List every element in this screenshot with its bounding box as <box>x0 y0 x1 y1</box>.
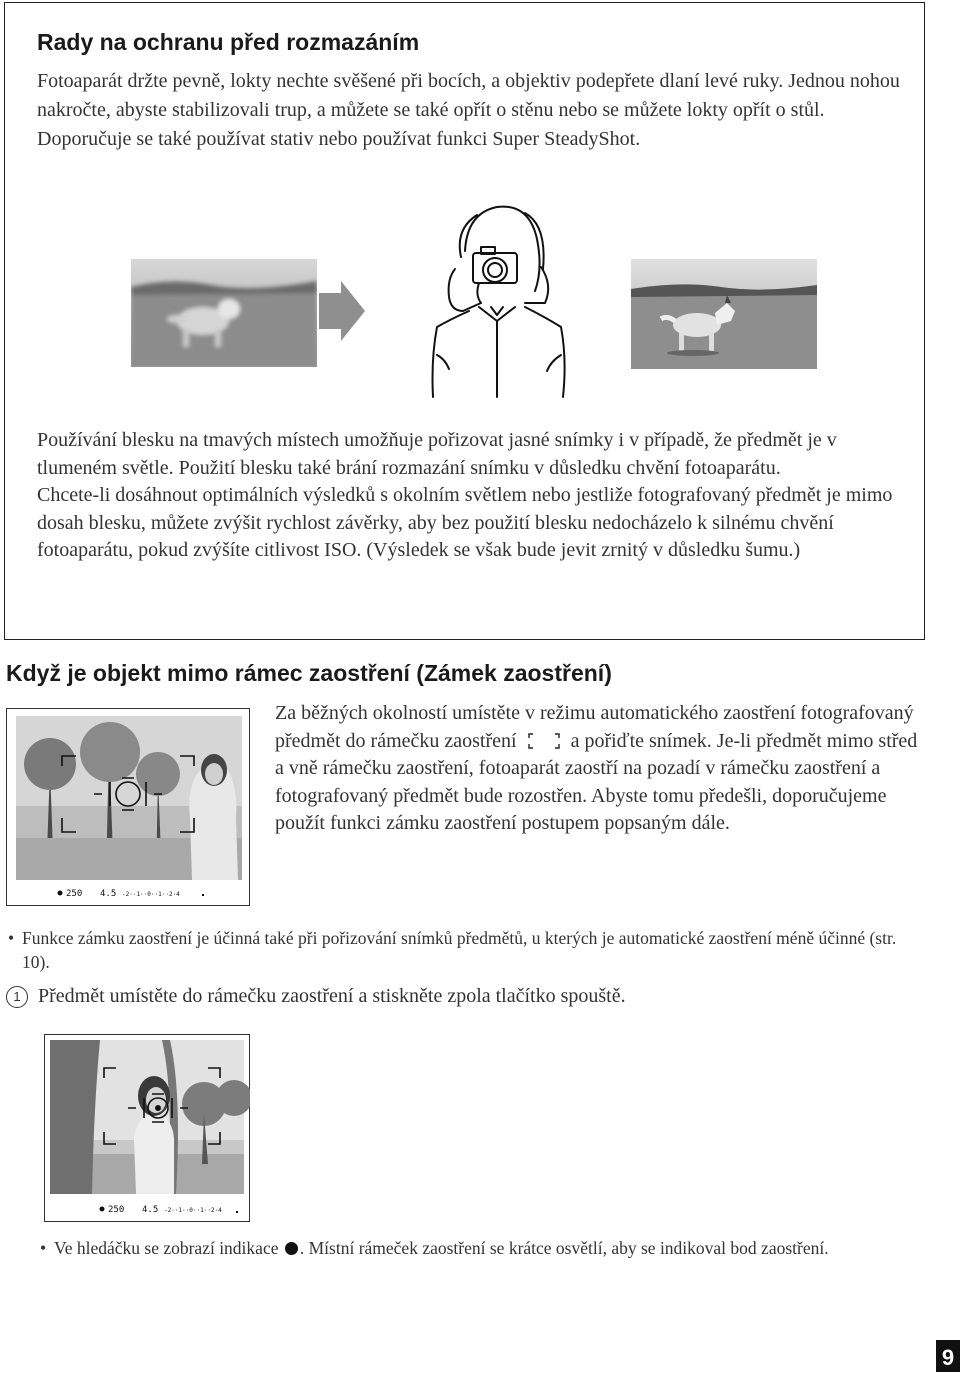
arrow-right-icon <box>315 279 369 343</box>
step-1-text: Předmět umístěte do rámečku zaostření a stiskněte zpola tlačítko spouště. <box>38 985 626 1007</box>
vf2-shutter: 250 <box>108 1205 125 1215</box>
note-text-after: . Místní rámeček zaostření se krátce osvětlí, aby se indikoval bod zaostření. <box>299 1238 829 1258</box>
vf1-shutter: 250 <box>66 889 83 899</box>
focus-indicator-icon <box>285 1242 298 1255</box>
vf1-exposure-scale: -2··1··0··1··2·4 <box>122 891 180 898</box>
focus-frame-icon <box>523 732 565 750</box>
page-number: 9 <box>936 1340 960 1372</box>
viewfinder-offcenter-subject <box>6 708 250 906</box>
step-number: 1 <box>6 986 28 1008</box>
flash-text: Používání blesku na tmavých místech umožňuje pořizovat jasné snímky i v případě, že předmět je v tlumeném světle. Použití blesku také brání rozmazání snímku v důsledku chvění fotoaparátu. <box>37 429 837 479</box>
sharp-dog-photo <box>631 259 817 369</box>
note-text: Funkce zámku zaostření je účinná také při pořizování snímků předmětů, u kterých je automatické zaostření méně účinné (str. 10). <box>22 928 897 972</box>
vf2-aperture: 4.5 <box>142 1205 159 1215</box>
bullet-marker: • <box>40 1238 47 1258</box>
iso-text: Chcete-li dosáhnout optimálních výsledků s okolním světlem nebo jestliže fotografovaný předmět je mimo dosah blesku, můžete zvýšit rychlost závěrky, aby bez použití blesku nedocházelo k silnému chvění fotoaparátu, pokud zvýšíte citlivost ISO. (Výsledek se však bude jevit zrnitý v důsledku šumu.) <box>37 484 893 561</box>
vf2-exposure-scale: -2··1··0··1··2·4 <box>164 1207 222 1214</box>
tips-box <box>4 2 925 640</box>
step-1 <box>6 985 626 1008</box>
vf1-aperture: 4.5 <box>100 889 117 899</box>
note-focus-lock-effective <box>6 926 926 974</box>
focus-lock-paragraph <box>275 700 925 838</box>
viewfinder-centered-subject <box>44 1034 250 1222</box>
photographer-illustration <box>425 199 571 399</box>
blurred-dog-photo <box>131 259 317 367</box>
focus-lock-text-after: a pořiďte snímek. Je-li předmět mimo střed a vně rámečku zaostření, fotoaparát zaostří na pozadí v rámečku zaostření a fotografovaný předmět bude rozostřen. Abyste tomu předešli, doporučujeme použít funkci zámku zaostření postupem popsaným dále. <box>275 729 918 834</box>
focus-lock-title: Když je objekt mimo rámec zaostření (Zámek zaostření) <box>6 660 612 686</box>
focus-lock-text-before: Za běžných okolností umístěte v režimu automatického zaostření fotografovaný předmět do rámečku zaostření <box>275 702 914 752</box>
tips-title: Rady na ochranu před rozmazáním <box>37 29 420 55</box>
note-text-before: Ve hledáčku se zobrazí indikace <box>54 1238 279 1258</box>
tips-paragraph-flash <box>37 427 907 565</box>
note-focus-indicator <box>38 1236 928 1260</box>
tips-paragraph-stability: Fotoaparát držte pevně, lokty nechte svěšené při bocích, a objektiv podepřete dlaní levé ruky. Jednou nohou nakročte, abyste stabilizovali trup, a můžete se také opřít o stěnu nebo se můžete lokty opřít o stůl. Doporučuje se také používat stativ nebo používat funkci Super SteadyShot. <box>37 70 900 150</box>
bullet-marker: • <box>8 928 15 948</box>
